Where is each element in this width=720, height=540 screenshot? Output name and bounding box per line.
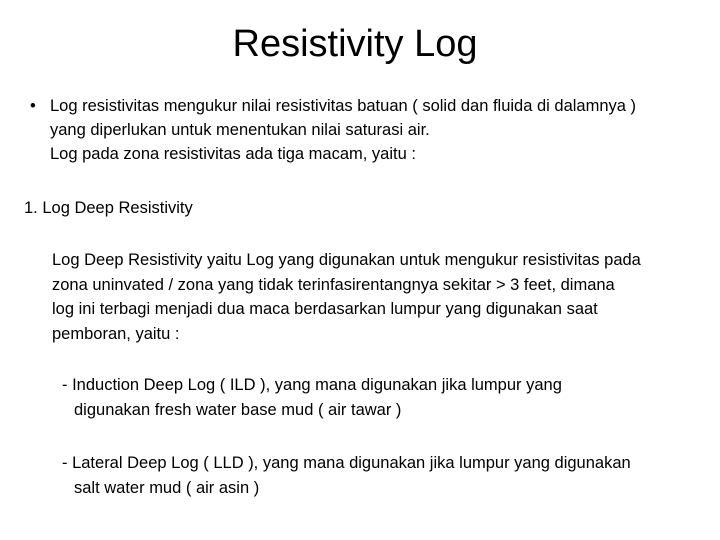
bullet-text xyxy=(50,94,710,166)
section-heading: 1. Log Deep Resistivity xyxy=(24,199,193,217)
bullet-line: Log pada zona resistivitas ada tiga macam, yaitu : xyxy=(50,145,416,163)
bullet-marker: • xyxy=(30,97,36,115)
intro-bullet xyxy=(30,94,710,166)
paragraph-line: pemboran, yaitu : xyxy=(52,324,180,343)
paragraph-line: Log Deep Resistivity yaitu Log yang digunakan untuk mengukur resistivitas pada xyxy=(52,251,641,269)
item-line: - Lateral Deep Log ( LLD ), yang mana digunakan jika lumpur yang digunakan xyxy=(62,454,631,472)
paragraph-line: log ini terbagi menjadi dua maca berdasarkan lumpur yang digunakan saat xyxy=(52,300,598,318)
slide-title: Resistivity Log xyxy=(232,23,478,65)
list-item-lld xyxy=(62,451,631,500)
item-line: salt water mud ( air asin ) xyxy=(74,478,260,497)
paragraph-line: zona uninvated / zona yang tidak terinfasirentangnya sekitar > 3 feet, dimana xyxy=(52,275,615,294)
description-paragraph xyxy=(52,248,712,346)
item-line: - Induction Deep Log ( ILD ), yang mana digunakan jika lumpur yang xyxy=(62,376,562,394)
item-line: digunakan fresh water base mud ( air tawar ) xyxy=(74,400,402,419)
bullet-line: yang diperlukan untuk menentukan nilai saturasi air. xyxy=(50,121,430,139)
list-item-ild xyxy=(62,373,562,422)
bullet-line: Log resistivitas mengukur nilai resistivitas batuan ( solid dan fluida di dalamnya ) xyxy=(50,97,637,115)
